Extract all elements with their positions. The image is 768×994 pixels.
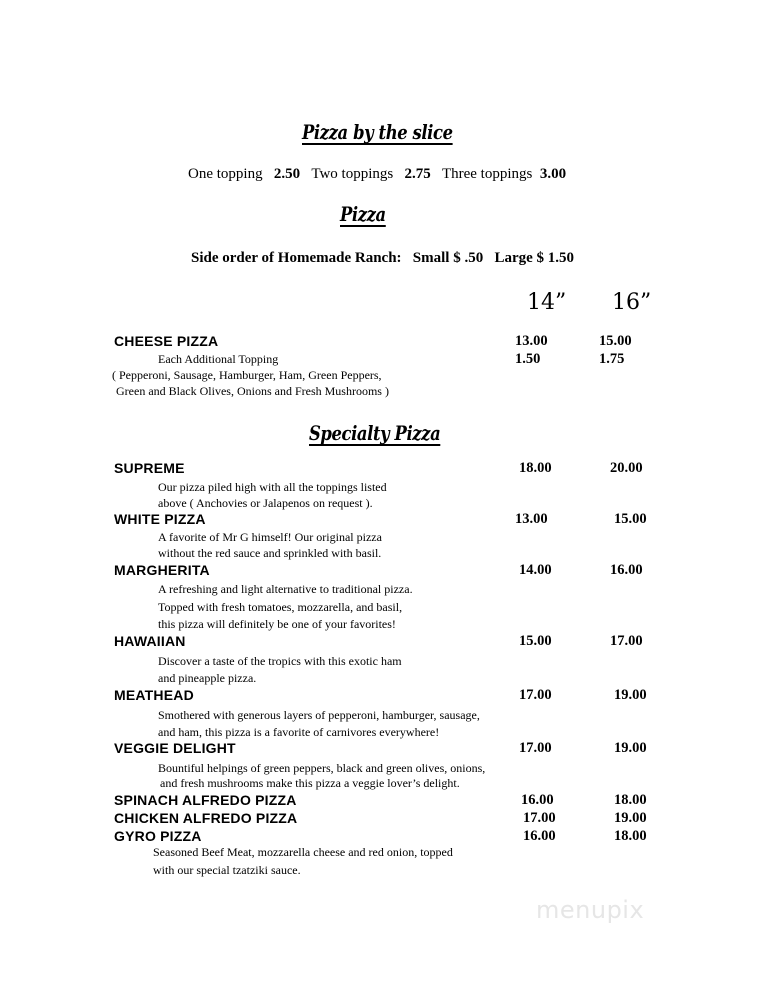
three-toppings-label: Three toppings bbox=[441, 166, 533, 182]
chicken-alfredo-price-14: 17.00 bbox=[523, 810, 556, 826]
margherita-name: MARGHERITA bbox=[114, 562, 210, 578]
two-toppings-label: Two toppings bbox=[311, 166, 394, 182]
spinach-alfredo-name: SPINACH ALFREDO PIZZA bbox=[114, 792, 297, 808]
hawaiian-price-14: 15.00 bbox=[519, 633, 552, 649]
one-topping-price: 2.50 bbox=[273, 166, 301, 182]
hawaiian-name: HAWAIIAN bbox=[114, 633, 186, 649]
two-toppings-price: 2.75 bbox=[404, 166, 431, 182]
gyro-pizza-desc-line-1: Seasoned Beef Meat, mozzarella cheese and red onion, topped bbox=[153, 845, 453, 859]
additional-topping-price-14: 1.50 bbox=[515, 351, 541, 367]
margherita-desc-line-3: this pizza will definitely be one of your favorites! bbox=[158, 617, 396, 631]
size-14-header: 14” bbox=[527, 290, 567, 315]
toppings-list-line-1: ( Pepperoni, Sausage, Hamburger, Ham, Green Peppers, bbox=[112, 368, 382, 382]
cheese-pizza-price-16: 15.00 bbox=[599, 333, 632, 349]
side-order-ranch: Side order of Homemade Ranch: Small $ .50 Large $ 1.50 bbox=[191, 250, 575, 266]
supreme-price-16: 20.00 bbox=[610, 460, 643, 476]
supreme-desc-line-1: Our pizza piled high with all the toppings listed bbox=[158, 480, 387, 494]
specialty-section-title: Specialty Pizza bbox=[309, 421, 441, 445]
white-pizza-desc-line-2: without the red sauce and sprinkled with basil. bbox=[158, 546, 382, 560]
white-pizza-name: WHITE PIZZA bbox=[114, 511, 206, 527]
gyro-pizza-price-16: 18.00 bbox=[614, 828, 647, 844]
size-16-header: 16” bbox=[612, 290, 652, 315]
supreme-name: SUPREME bbox=[114, 460, 185, 476]
gyro-pizza-name: GYRO PIZZA bbox=[114, 828, 202, 844]
veggie-delight-desc-line-2: and fresh mushrooms make this pizza a veggie lover’s delight. bbox=[160, 776, 460, 790]
white-pizza-price-14: 13.00 bbox=[515, 511, 548, 527]
meathead-name: MEATHEAD bbox=[114, 687, 194, 703]
cheese-pizza-name: CHEESE PIZZA bbox=[114, 333, 219, 349]
spinach-alfredo-price-16: 18.00 bbox=[614, 792, 647, 808]
margherita-desc-line-2: Topped with fresh tomatoes, mozzarella, and basil, bbox=[158, 600, 403, 614]
cheese-pizza-price-14: 13.00 bbox=[515, 333, 548, 349]
hawaiian-desc-line-1: Discover a taste of the tropics with this exotic ham bbox=[158, 654, 402, 668]
white-pizza-desc-line-1: A favorite of Mr G himself! Our original pizza bbox=[158, 530, 382, 544]
margherita-price-16: 16.00 bbox=[610, 562, 643, 578]
additional-topping-price-16: 1.75 bbox=[599, 351, 625, 367]
white-pizza-price-16: 15.00 bbox=[614, 511, 647, 527]
three-toppings-price: 3.00 bbox=[539, 166, 567, 182]
chicken-alfredo-price-16: 19.00 bbox=[614, 810, 647, 826]
veggie-delight-price-14: 17.00 bbox=[519, 740, 552, 756]
supreme-price-14: 18.00 bbox=[519, 460, 552, 476]
margherita-price-14: 14.00 bbox=[519, 562, 552, 578]
meathead-desc-line-2: and ham, this pizza is a favorite of carnivores everywhere! bbox=[158, 725, 440, 739]
margherita-desc-line-1: A refreshing and light alternative to traditional pizza. bbox=[158, 582, 413, 596]
meathead-desc-line-1: Smothered with generous layers of pepperoni, hamburger, sausage, bbox=[158, 708, 480, 722]
gyro-pizza-price-14: 16.00 bbox=[523, 828, 556, 844]
veggie-delight-desc-line-1: Bountiful helpings of green peppers, black and green olives, onions, bbox=[158, 761, 486, 775]
menupix-watermark: menupix bbox=[536, 896, 645, 924]
slice-section-title: Pizza by the slice bbox=[302, 120, 453, 144]
supreme-desc-line-2: above ( Anchovies or Jalapenos on request ). bbox=[158, 496, 373, 510]
pizza-section-title: Pizza bbox=[340, 202, 386, 226]
meathead-price-14: 17.00 bbox=[519, 687, 552, 703]
meathead-price-16: 19.00 bbox=[614, 687, 647, 703]
hawaiian-desc-line-2: and pineapple pizza. bbox=[158, 671, 257, 685]
spinach-alfredo-price-14: 16.00 bbox=[521, 792, 554, 808]
hawaiian-price-16: 17.00 bbox=[610, 633, 643, 649]
toppings-list-line-2: Green and Black Olives, Onions and Fresh Mushrooms ) bbox=[116, 384, 389, 398]
one-topping-label: One topping bbox=[188, 166, 263, 182]
chicken-alfredo-name: CHICKEN ALFREDO PIZZA bbox=[114, 810, 298, 826]
gyro-pizza-desc-line-2: with our special tzatziki sauce. bbox=[153, 863, 301, 877]
veggie-delight-name: VEGGIE DELIGHT bbox=[114, 740, 236, 756]
slice-prices bbox=[188, 166, 566, 183]
additional-topping-label: Each Additional Topping bbox=[158, 352, 279, 366]
veggie-delight-price-16: 19.00 bbox=[614, 740, 647, 756]
